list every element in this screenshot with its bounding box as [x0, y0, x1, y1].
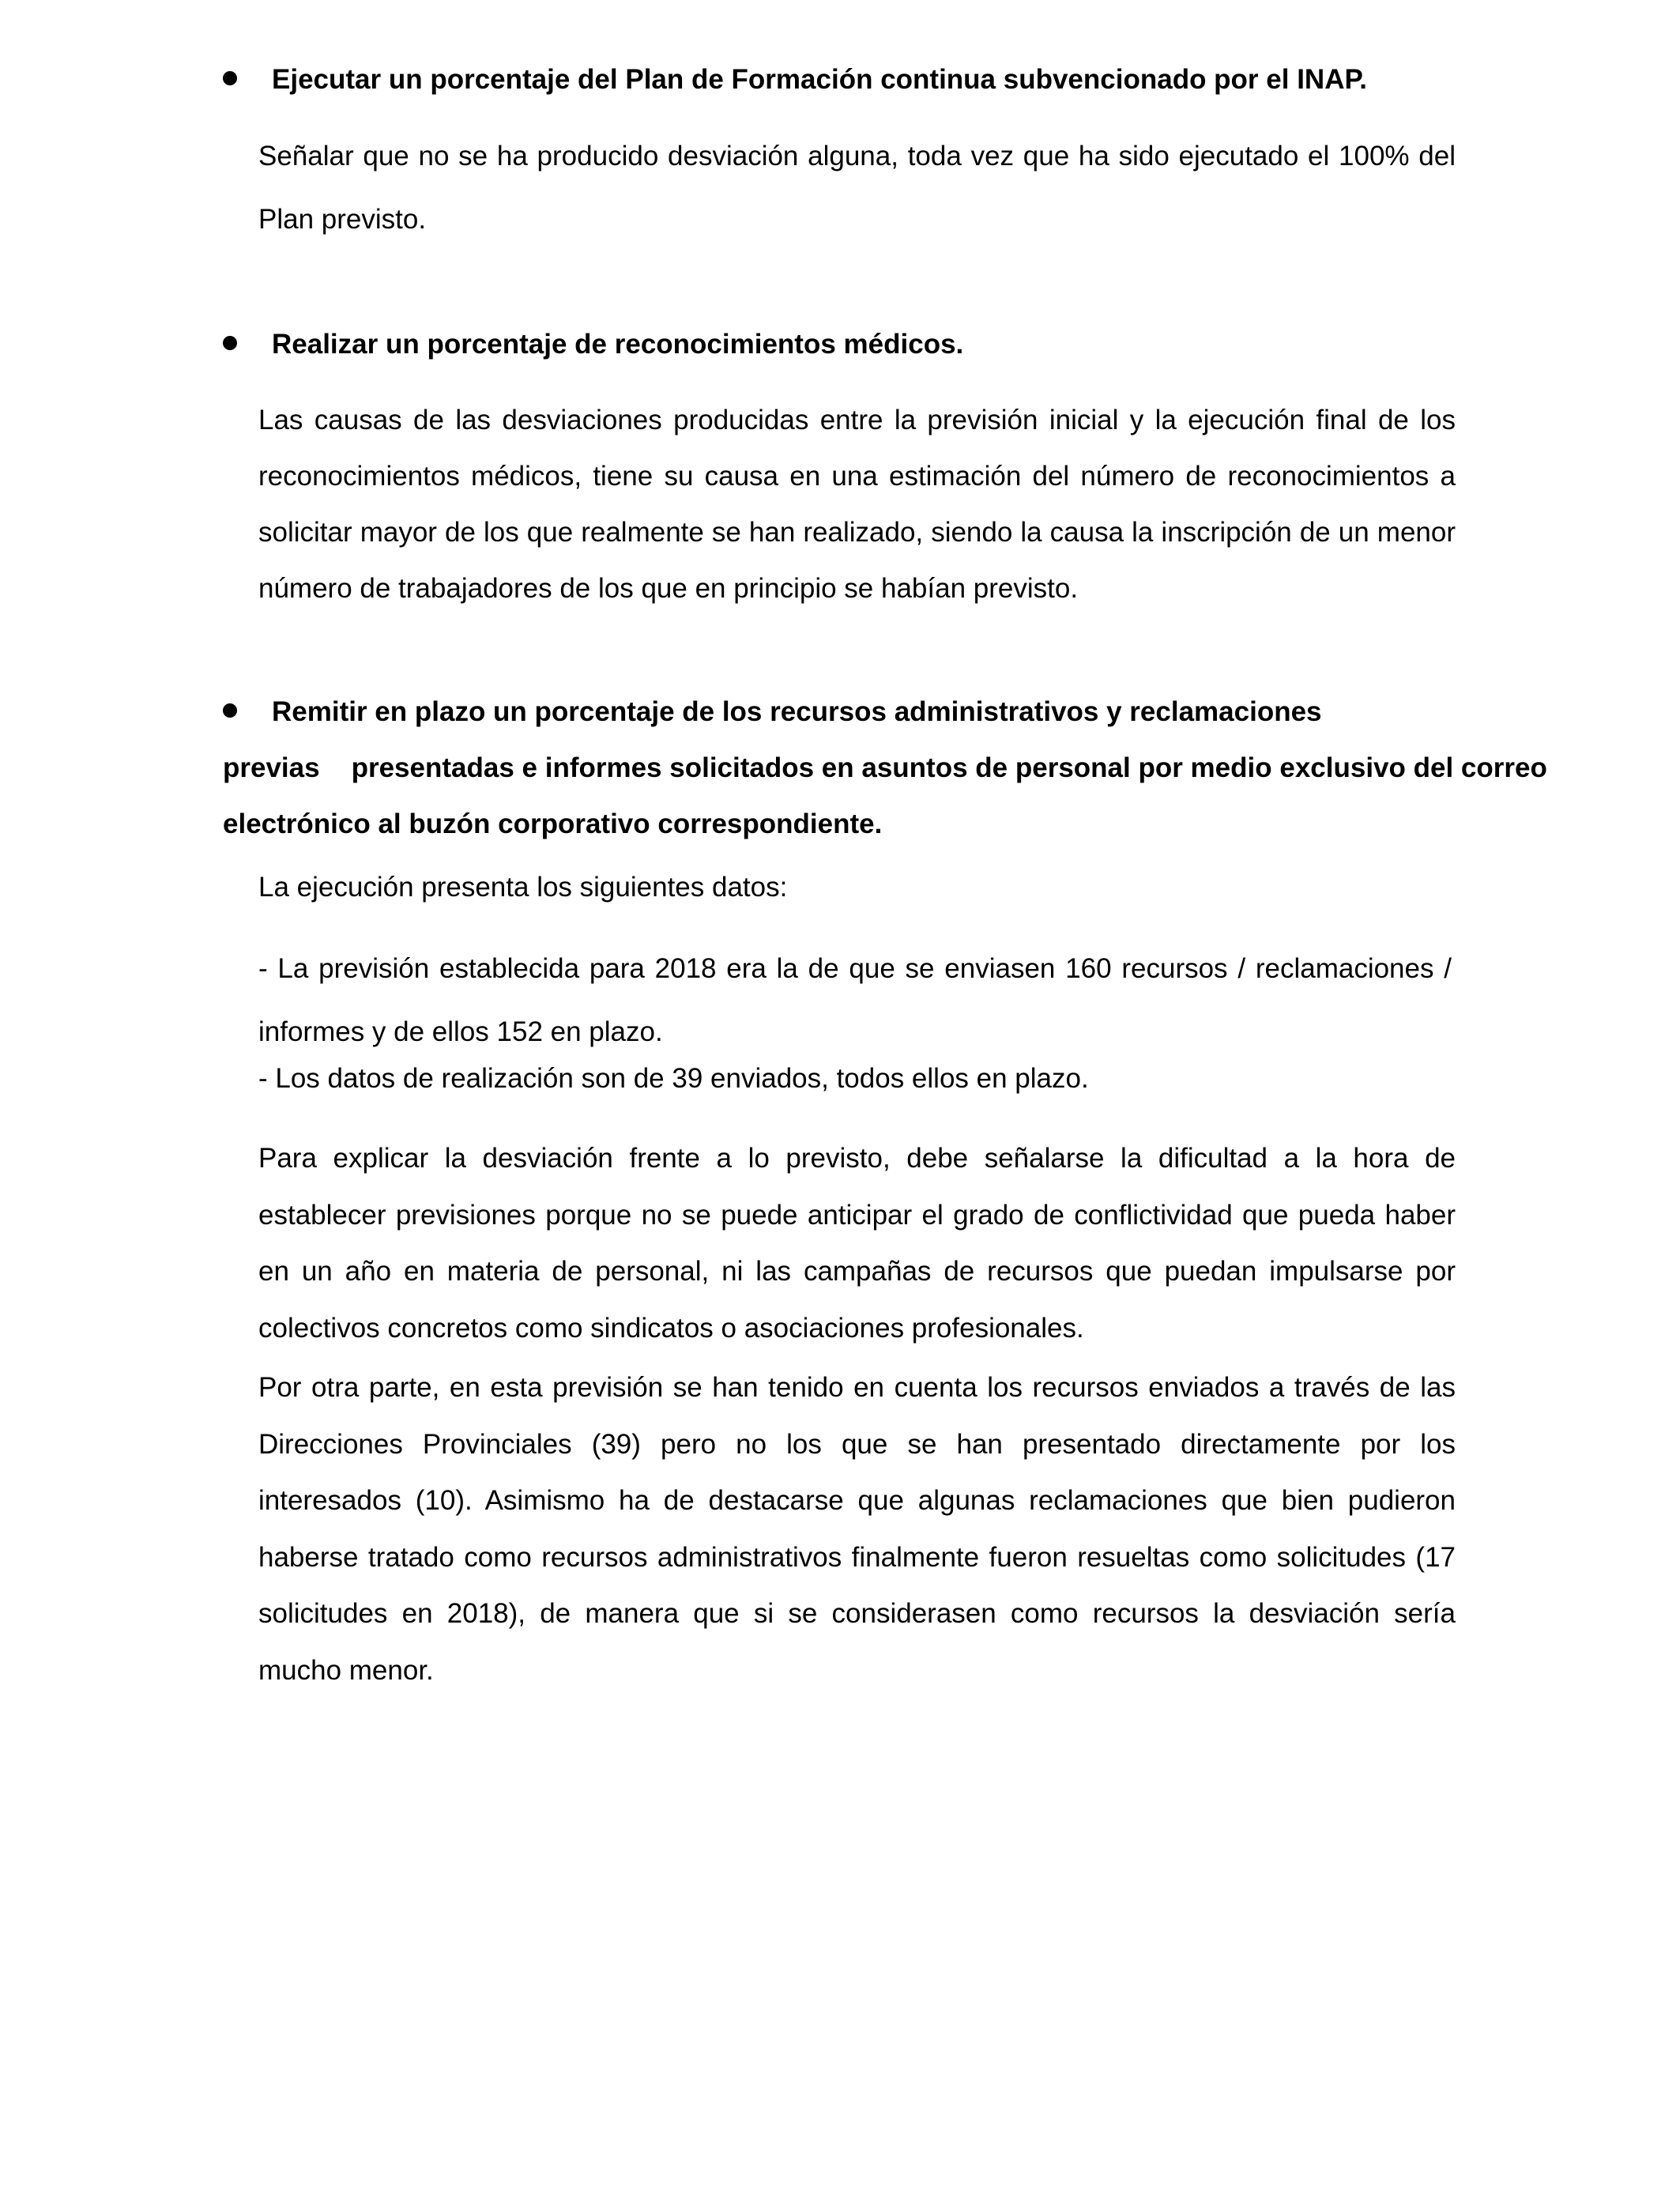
- section-3-heading-line-2: [223, 750, 1547, 786]
- bullet-icon: [223, 336, 237, 350]
- bullet-icon: [223, 71, 237, 85]
- section-3-heading-text: Remitir en plazo un porcentaje de los recursos administrativos y reclamaciones: [272, 696, 1322, 727]
- section-3-item-1: - La previsión establecida para 2018 era la de que se enviasen 160 recursos / reclamaciones / informes y de ellos 152 en plazo.: [258, 953, 1452, 1047]
- bullet-icon: [223, 703, 237, 718]
- section-3-heading-line-2-b: presentadas e informes solicitados en asuntos de personal por medio exclusivo del correo: [351, 752, 1547, 783]
- section-2-paragraph: Las causas de las desviaciones producidas entre la previsión inicial y la ejecución final de los reconocimientos médicos, tiene su causa en una estimación del número de reconocimientos a solicitar mayor de los que realmente se han realizado, siendo la causa la inscripción de un menor número de trabajadores de los que en principio se habían previsto.: [258, 405, 1456, 604]
- section-1-heading-text: Ejecutar un porcentaje del Plan de Formación continua subvencionado por el INAP.: [272, 64, 1368, 95]
- section-2-heading-text: Realizar un porcentaje de reconocimientos médicos.: [272, 329, 964, 360]
- section-3-item-2: - Los datos de realización son de 39 enviados, todos ellos en plazo.: [258, 1063, 1089, 1094]
- section-3-intro: La ejecución presenta los siguientes datos:: [258, 872, 788, 903]
- section-3-paragraph-2: Por otra parte, en esta previsión se han tenido en cuenta los recursos enviados a través de las Direcciones Provinciales (39) pero no los que se han presentado directamente por los interesados (10). Asimismo ha de destacarse que algunas reclamaciones que bien pudieron haberse tratado como recursos administrativos finalmente fueron resueltas como solicitudes (17 solicitudes en 2018), de manera que si se considerasen como recursos la desviación sería mucho menor.: [258, 1372, 1456, 1686]
- section-3-paragraph-1: Para explicar la desviación frente a lo previsto, debe señalarse la dificultad a la hora de establecer previsiones porque no se puede anticipar el grado de conflictividad que pueda haber en un año en materia de personal, ni las campañas de recursos que puedan impulsarse por colectivos concretos como sindicatos o asociaciones profesionales.: [258, 1143, 1456, 1344]
- section-1-paragraph: Señalar que no se ha producido desviación alguna, toda vez que ha sido ejecutado el 100% del Plan previsto.: [258, 141, 1456, 235]
- section-3-heading-line-2-a: previas: [223, 752, 320, 783]
- section-3-heading-line-3: electrónico al buzón corporativo correspondiente.: [223, 809, 883, 839]
